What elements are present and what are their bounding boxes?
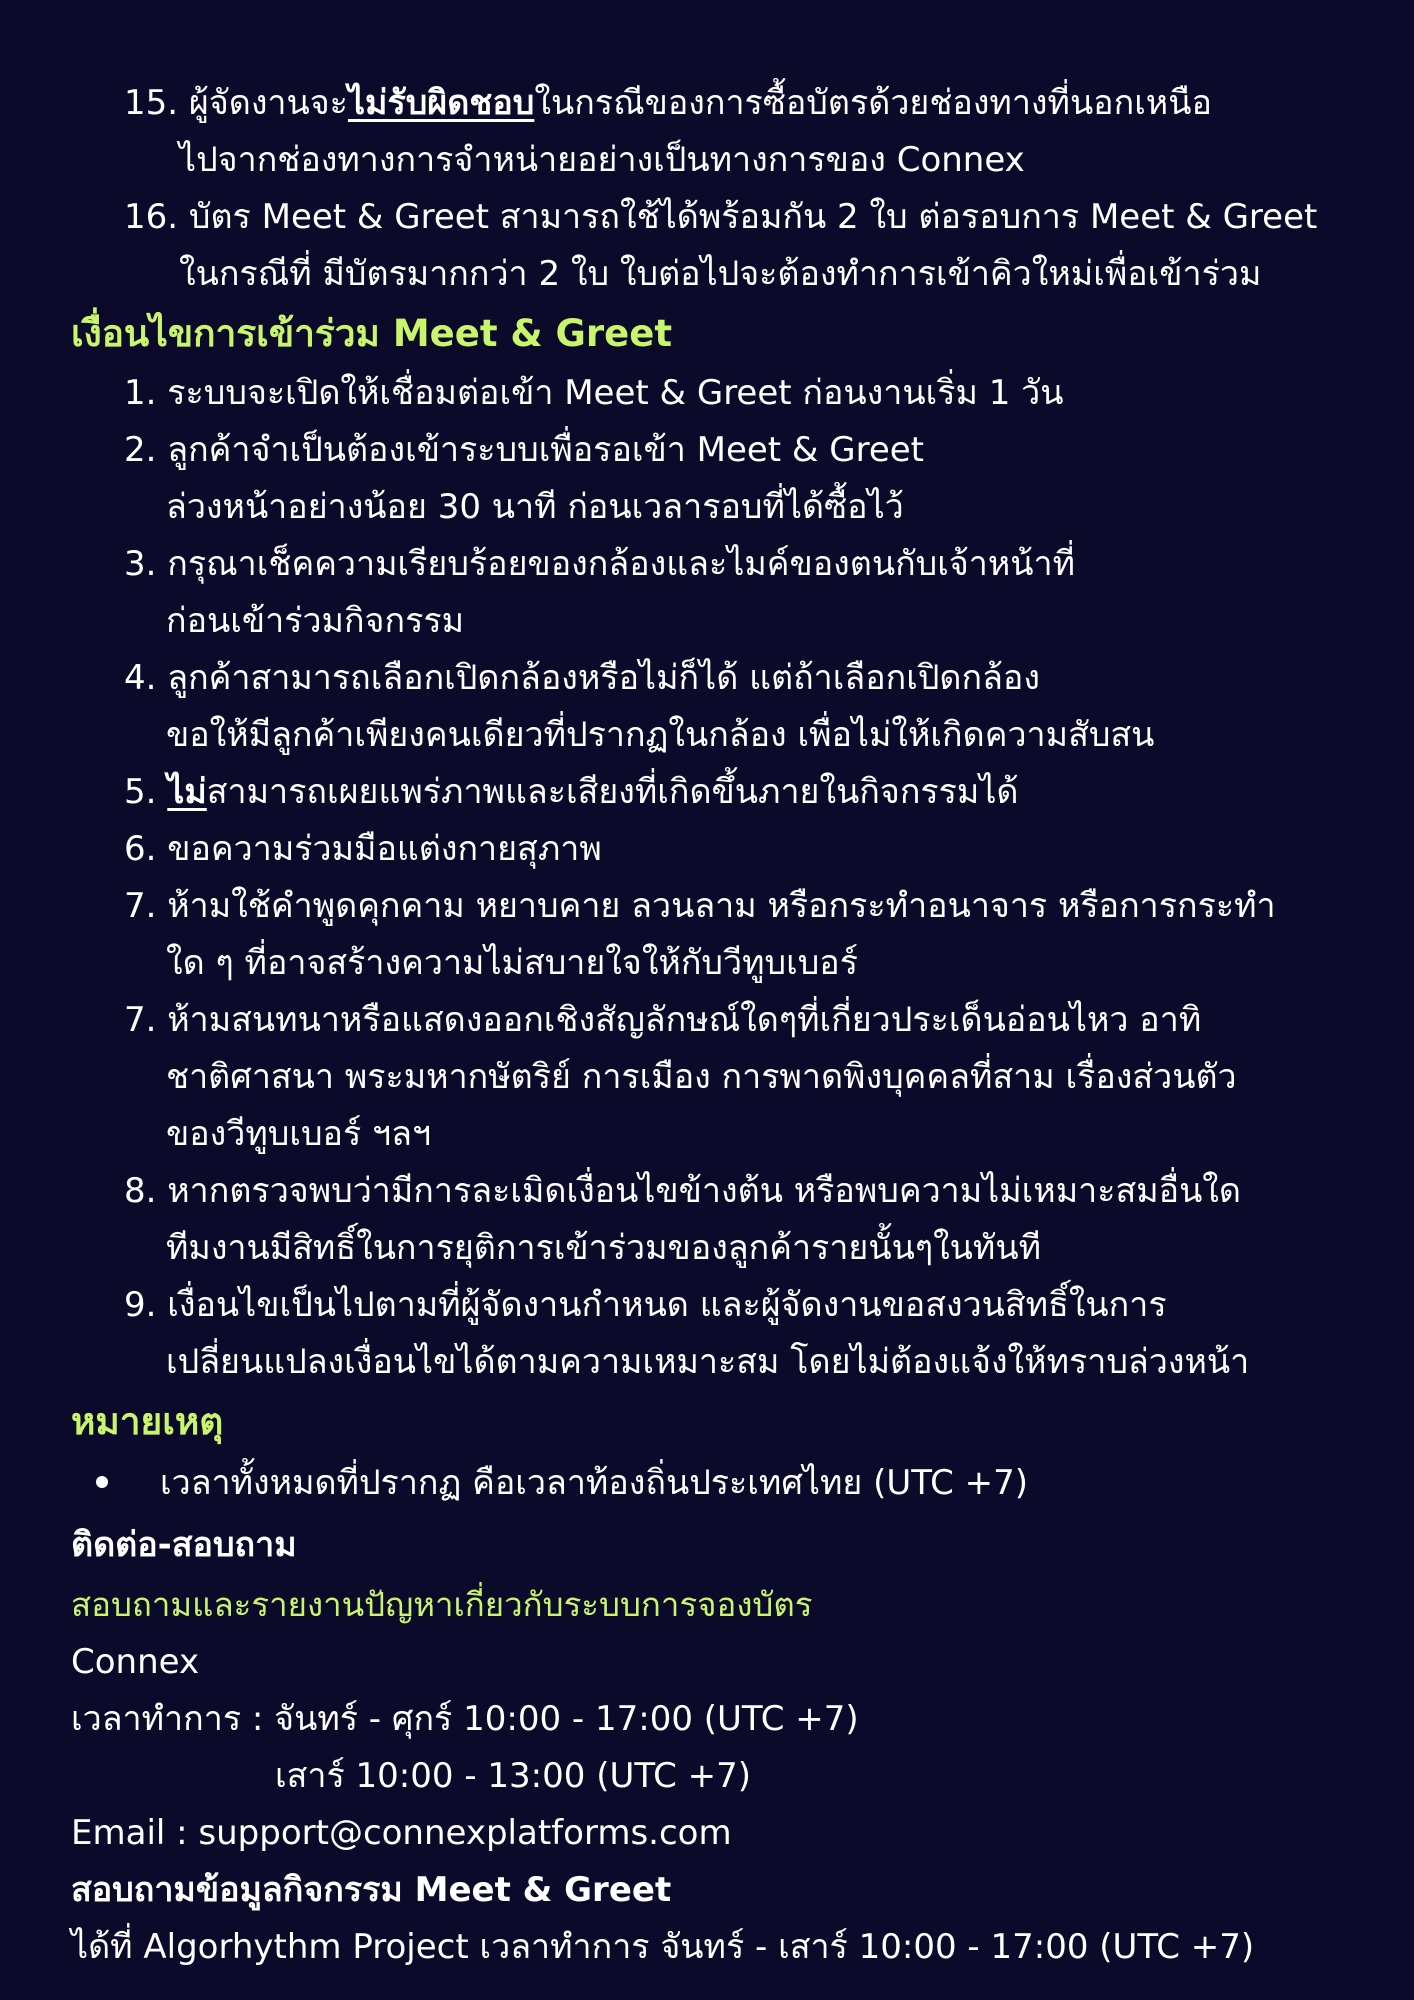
term-number: 16.: [124, 197, 179, 237]
notes-bullet-item: [96, 1455, 1028, 1511]
condition-text: ขอความร่วมมือแต่งกายสุภาพ: [167, 829, 602, 869]
condition-text: ลูกค้าสามารถเลือกเปิดกล้องหรือไม่ก็ได้ แต่ถ้าเลือกเปิดกล้อง: [167, 658, 1040, 698]
term-text-pre: ผู้จัดงานจะ: [188, 83, 348, 123]
term-number: 15.: [124, 83, 179, 123]
condition-7a: [124, 878, 1276, 934]
condition-text: กรุณาเช็คความเรียบร้อยของกล้องและไมค์ของตนกับเจ้าหน้าที่: [167, 544, 1076, 584]
condition-number: 2.: [124, 430, 157, 470]
condition-number: 8.: [124, 1171, 157, 1211]
condition-1: [124, 365, 1063, 421]
condition-4-continuation: ขอให้มีลูกค้าเพียงคนเดียวที่ปรากฏในกล้อง เพื่อไม่ให้เกิดความสับสน: [166, 715, 1155, 755]
contact-heading: ติดต่อ-สอบถาม: [71, 1525, 297, 1565]
condition-text: ลูกค้าจำเป็นต้องเข้าระบบเพื่อรอเข้า Meet & Greet: [167, 430, 924, 470]
contact-subheading: สอบถามและรายงานปัญหาเกี่ยวกับระบบการจองบัตร: [71, 1585, 813, 1624]
term-text: บัตร Meet & Greet สามารถใช้ได้พร้อมกัน 2 ใบ ต่อรอบการ Meet & Greet: [188, 197, 1318, 237]
contact-hours-saturday: เสาร์ 10:00 - 13:00 (UTC +7): [275, 1756, 752, 1796]
term-15: [124, 75, 1212, 131]
contact-hours-weekday: เวลาทำการ : จันทร์ - ศุกร์ 10:00 - 17:00 (UTC +7): [71, 1699, 859, 1739]
condition-7b-continuation-1: ชาติศาสนา พระมหากษัตริย์ การเมือง การพาดพิงบุคคลที่สาม เรื่องส่วนตัว: [166, 1057, 1237, 1097]
condition-number: 3.: [124, 544, 157, 584]
condition-number: 1.: [124, 373, 157, 413]
term-16: [124, 189, 1317, 245]
condition-4: [124, 650, 1040, 706]
condition-number: 4.: [124, 658, 157, 698]
condition-2-continuation: ล่วงหน้าอย่างน้อย 30 นาที ก่อนเวลารอบที่ได้ซื้อไว้: [166, 487, 904, 527]
condition-3-continuation: ก่อนเข้าร่วมกิจกรรม: [166, 601, 464, 641]
condition-number: 5.: [124, 772, 157, 812]
condition-text: ห้ามสนทนาหรือแสดงออกเชิงสัญลักษณ์ใดๆที่เกี่ยวประเด็นอ่อนไหว อาทิ: [167, 1000, 1202, 1040]
condition-number: 7.: [124, 1000, 157, 1040]
bullet-dot-icon: [96, 1476, 108, 1488]
contact-company: Connex: [71, 1642, 200, 1682]
condition-9: [124, 1277, 1167, 1333]
condition-emphasis: ไม่: [167, 772, 207, 812]
condition-8: [124, 1163, 1241, 1219]
condition-5: [124, 764, 1019, 820]
condition-number: 9.: [124, 1285, 157, 1325]
event-contact-line: ได้ที่ Algorhythm Project เวลาทำการ จันทร์ - เสาร์ 10:00 - 17:00 (UTC +7): [71, 1927, 1255, 1967]
condition-8-continuation: ทีมงานมีสิทธิ์ในการยุติการเข้าร่วมของลูกค้ารายนั้นๆในทันที: [166, 1228, 1041, 1268]
condition-7b: [124, 992, 1201, 1048]
term-15-continuation: ไปจากช่องทางการจำหน่ายอย่างเป็นทางการของ Connex: [179, 140, 1025, 180]
condition-6: [124, 821, 602, 877]
notes-heading: หมายเหตุ: [71, 1400, 224, 1443]
event-contact-heading: สอบถามข้อมูลกิจกรรม Meet & Greet: [71, 1870, 672, 1910]
term-text-post: ในกรณีของการซื้อบัตรด้วยช่องทางที่นอกเหนือ: [534, 83, 1212, 123]
condition-number: 6.: [124, 829, 157, 869]
condition-7b-continuation-2: ของวีทูบเบอร์ ฯลฯ: [166, 1114, 432, 1154]
term-emphasis: ไม่รับผิดชอบ: [347, 83, 535, 123]
condition-text: ระบบจะเปิดให้เชื่อมต่อเข้า Meet & Greet ก่อนงานเริ่ม 1 วัน: [167, 373, 1064, 413]
notes-bullet-text: เวลาทั้งหมดที่ปรากฏ คือเวลาท้องถิ่นประเทศไทย (UTC +7): [160, 1463, 1029, 1503]
contact-email[interactable]: Email : support@connexplatforms.com: [71, 1813, 732, 1853]
condition-text: ห้ามใช้คำพูดคุกคาม หยาบคาย ลวนลาม หรือกระทำอนาจาร หรือการกระทำ: [167, 886, 1276, 926]
condition-number: 7.: [124, 886, 157, 926]
condition-7a-continuation: ใด ๆ ที่อาจสร้างความไม่สบายใจให้กับวีทูบเบอร์: [166, 943, 858, 983]
condition-text: สามารถเผยแพร่ภาพและเสียงที่เกิดขึ้นภายในกิจกรรมได้: [206, 772, 1019, 812]
conditions-heading: เงื่อนไขการเข้าร่วม Meet & Greet: [71, 312, 673, 355]
condition-text: หากตรวจพบว่ามีการละเมิดเงื่อนไขข้างต้น หรือพบความไม่เหมาะสมอื่นใด: [167, 1171, 1241, 1211]
condition-9-continuation: เปลี่ยนแปลงเงื่อนไขได้ตามความเหมาะสม โดยไม่ต้องแจ้งให้ทราบล่วงหน้า: [166, 1342, 1250, 1382]
term-16-continuation: ในกรณีที่ มีบัตรมากกว่า 2 ใบ ใบต่อไปจะต้องทำการเข้าคิวใหม่เพื่อเข้าร่วม: [179, 254, 1262, 294]
condition-text: เงื่อนไขเป็นไปตามที่ผู้จัดงานกำหนด และผู้จัดงานขอสงวนสิทธิ์ในการ: [167, 1285, 1167, 1325]
condition-2: [124, 422, 924, 478]
condition-3: [124, 536, 1075, 592]
